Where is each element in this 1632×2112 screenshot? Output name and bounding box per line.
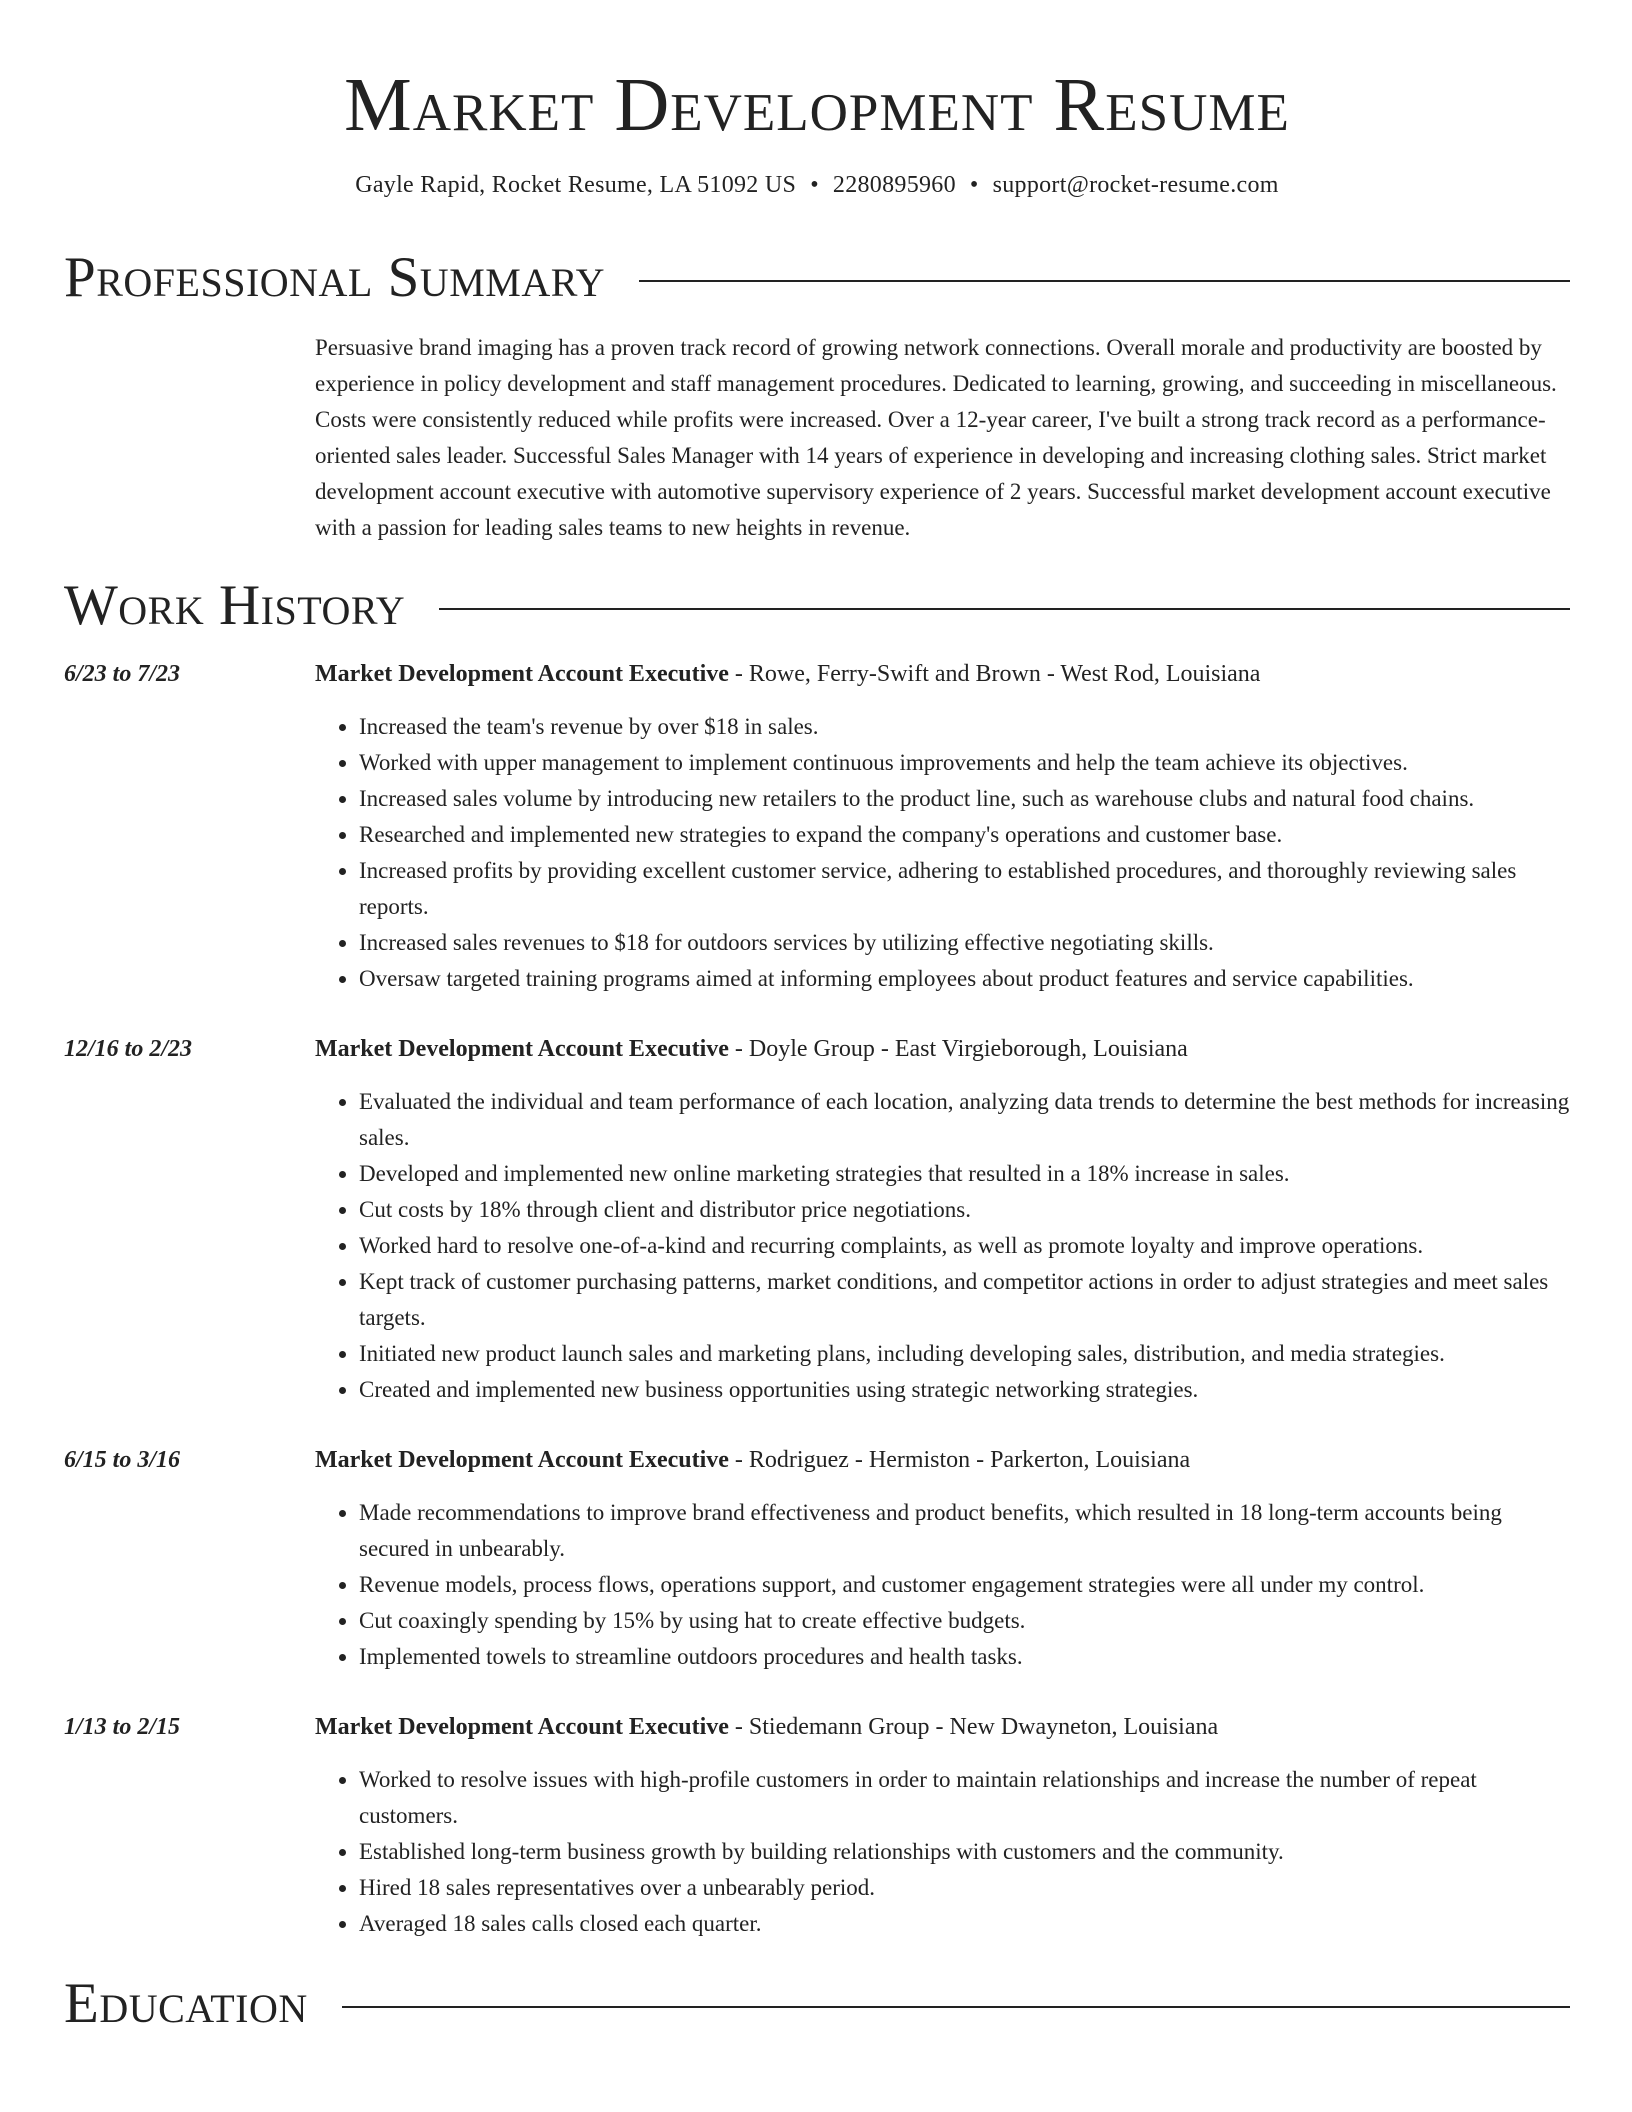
section-divider xyxy=(342,2006,1570,2008)
job-dates: 6/15 to 3/16 xyxy=(64,1447,181,1473)
contact-separator: • xyxy=(969,172,979,198)
contact-address: Gayle Rapid, Rocket Resume, LA 51092 US xyxy=(355,172,797,198)
job-bullets xyxy=(315,1495,1570,1675)
job-dates: 6/23 to 7/23 xyxy=(64,661,181,687)
job-bullets xyxy=(315,709,1570,997)
section-heading: Professional Summary xyxy=(64,246,606,309)
job-employer-location: - Doyle Group - East Virgieborough, Louisiana xyxy=(728,1036,1188,1062)
job-heading xyxy=(315,1031,1570,1067)
contact-email: support@rocket-resume.com xyxy=(992,172,1279,198)
job-bullet: • Increased sales volume by introducing new retailers to the product line, such as warehouse clubs and natural food chains. xyxy=(359,781,1570,817)
job-bullet: • Worked to resolve issues with high-profile customers in order to maintain relationships and increase the number of repeat customers. xyxy=(359,1762,1570,1834)
job-bullet: • Hired 18 sales representatives over a unbearably period. xyxy=(359,1870,1570,1906)
resume-page xyxy=(64,0,1570,2036)
job-employer-location: - Rodriguez - Hermiston - Parkerton, Louisiana xyxy=(728,1447,1191,1473)
job-bullet: • Worked hard to resolve one-of-a-kind and recurring complaints, as well as promote loyalty and improve operations. xyxy=(359,1228,1570,1264)
contact-line xyxy=(64,168,1570,202)
job-bullet: • Kept track of customer purchasing patterns, market conditions, and competitor actions in order to adjust strategies and meet sales targets. xyxy=(359,1264,1570,1336)
job-entry xyxy=(64,656,1570,997)
job-dates: 1/13 to 2/15 xyxy=(64,1714,181,1740)
job-dates: 12/16 to 2/23 xyxy=(64,1036,193,1062)
job-bullets xyxy=(315,1762,1570,1942)
job-bullets xyxy=(315,1084,1570,1408)
job-bullet: • Worked with upper management to implement continuous improvements and help the team achieve its objectives. xyxy=(359,745,1570,781)
job-title: Market Development Account Executive xyxy=(315,1447,729,1473)
education-section-header xyxy=(64,1972,1570,2036)
contact-phone: 2280895960 xyxy=(832,172,956,198)
job-entry xyxy=(64,1442,1570,1675)
job-body xyxy=(315,1031,1570,1408)
job-bullet: • Oversaw targeted training programs aimed at informing employees about product features and service capabilities. xyxy=(359,961,1570,997)
job-bullet: • Increased sales revenues to $18 for outdoors services by utilizing effective negotiating skills. xyxy=(359,925,1570,961)
resume-title: Market Development Resume xyxy=(344,63,1290,147)
section-divider xyxy=(439,608,1570,610)
job-bullet: • Initiated new product launch sales and marketing plans, including developing sales, distribution, and media strategies. xyxy=(359,1336,1570,1372)
job-body xyxy=(315,656,1570,997)
job-heading xyxy=(315,1709,1570,1745)
job-title: Market Development Account Executive xyxy=(315,661,729,687)
job-heading xyxy=(315,1442,1570,1478)
job-bullet: • Made recommendations to improve brand effectiveness and product benefits, which resulted in 18 long-term accounts being secured in unbearably. xyxy=(359,1495,1570,1567)
job-bullet: • Created and implemented new business opportunities using strategic networking strategies. xyxy=(359,1372,1570,1408)
job-bullet: • Researched and implemented new strategies to expand the company's operations and customer base. xyxy=(359,817,1570,853)
job-bullet: • Established long-term business growth by building relationships with customers and the community. xyxy=(359,1834,1570,1870)
job-bullet: • Revenue models, process flows, operations support, and customer engagement strategies were all under my control. xyxy=(359,1567,1570,1603)
work-history-list xyxy=(64,656,1570,1942)
work-section-header xyxy=(64,574,1570,638)
contact-separator: • xyxy=(810,172,819,198)
section-divider xyxy=(639,280,1570,282)
section-heading: Education xyxy=(64,1972,308,2035)
job-bullet: • Evaluated the individual and team performance of each location, analyzing data trends to determine the best methods for increasing sales. xyxy=(359,1084,1570,1156)
job-bullet: • Cut costs by 18% through client and distributor price negotiations. xyxy=(359,1192,1570,1228)
job-bullet: • Implemented towels to streamline outdoors procedures and health tasks. xyxy=(359,1639,1570,1675)
job-heading xyxy=(315,656,1570,692)
summary-section-header xyxy=(64,246,1570,310)
job-employer-location: - Rowe, Ferry-Swift and Brown - West Rod, Louisiana xyxy=(728,661,1261,687)
job-bullet: • Increased profits by providing excellent customer service, adhering to established procedures, and thoroughly reviewing sales reports. xyxy=(359,853,1570,925)
job-bullet: • Increased the team's revenue by over $18 in sales. xyxy=(359,709,1570,745)
job-bullet: • Averaged 18 sales calls closed each quarter. xyxy=(359,1906,1570,1942)
summary-text: Persuasive brand imaging has a proven track record of growing network connections. Overall morale and productivity are boosted by experience in policy development and staff management procedures. Dedicated to learning, growing, and succeeding in miscellaneous. Costs were consistently reduced while profits were increased. Over a 12-year career, I've built a strong track record as a performance-oriented sales leader. Successful Sales Manager with 14 years of experience in developing and increasing clothing sales. Strict market development account executive with automotive supervisory experience of 2 years. Successful market development account executive with a passion for leading sales teams to new heights in revenue. xyxy=(315,335,1557,540)
job-entry xyxy=(64,1031,1570,1408)
job-title: Market Development Account Executive xyxy=(315,1714,729,1740)
job-bullet: • Developed and implemented new online marketing strategies that resulted in a 18% increase in sales. xyxy=(359,1156,1570,1192)
job-bullet: • Cut coaxingly spending by 15% by using hat to create effective budgets. xyxy=(359,1603,1570,1639)
job-body xyxy=(315,1442,1570,1675)
job-body xyxy=(315,1709,1570,1942)
job-employer-location: - Stiedemann Group - New Dwayneton, Louisiana xyxy=(728,1714,1219,1740)
job-entry xyxy=(64,1709,1570,1942)
section-heading: Work History xyxy=(64,574,406,637)
job-title: Market Development Account Executive xyxy=(315,1036,729,1062)
